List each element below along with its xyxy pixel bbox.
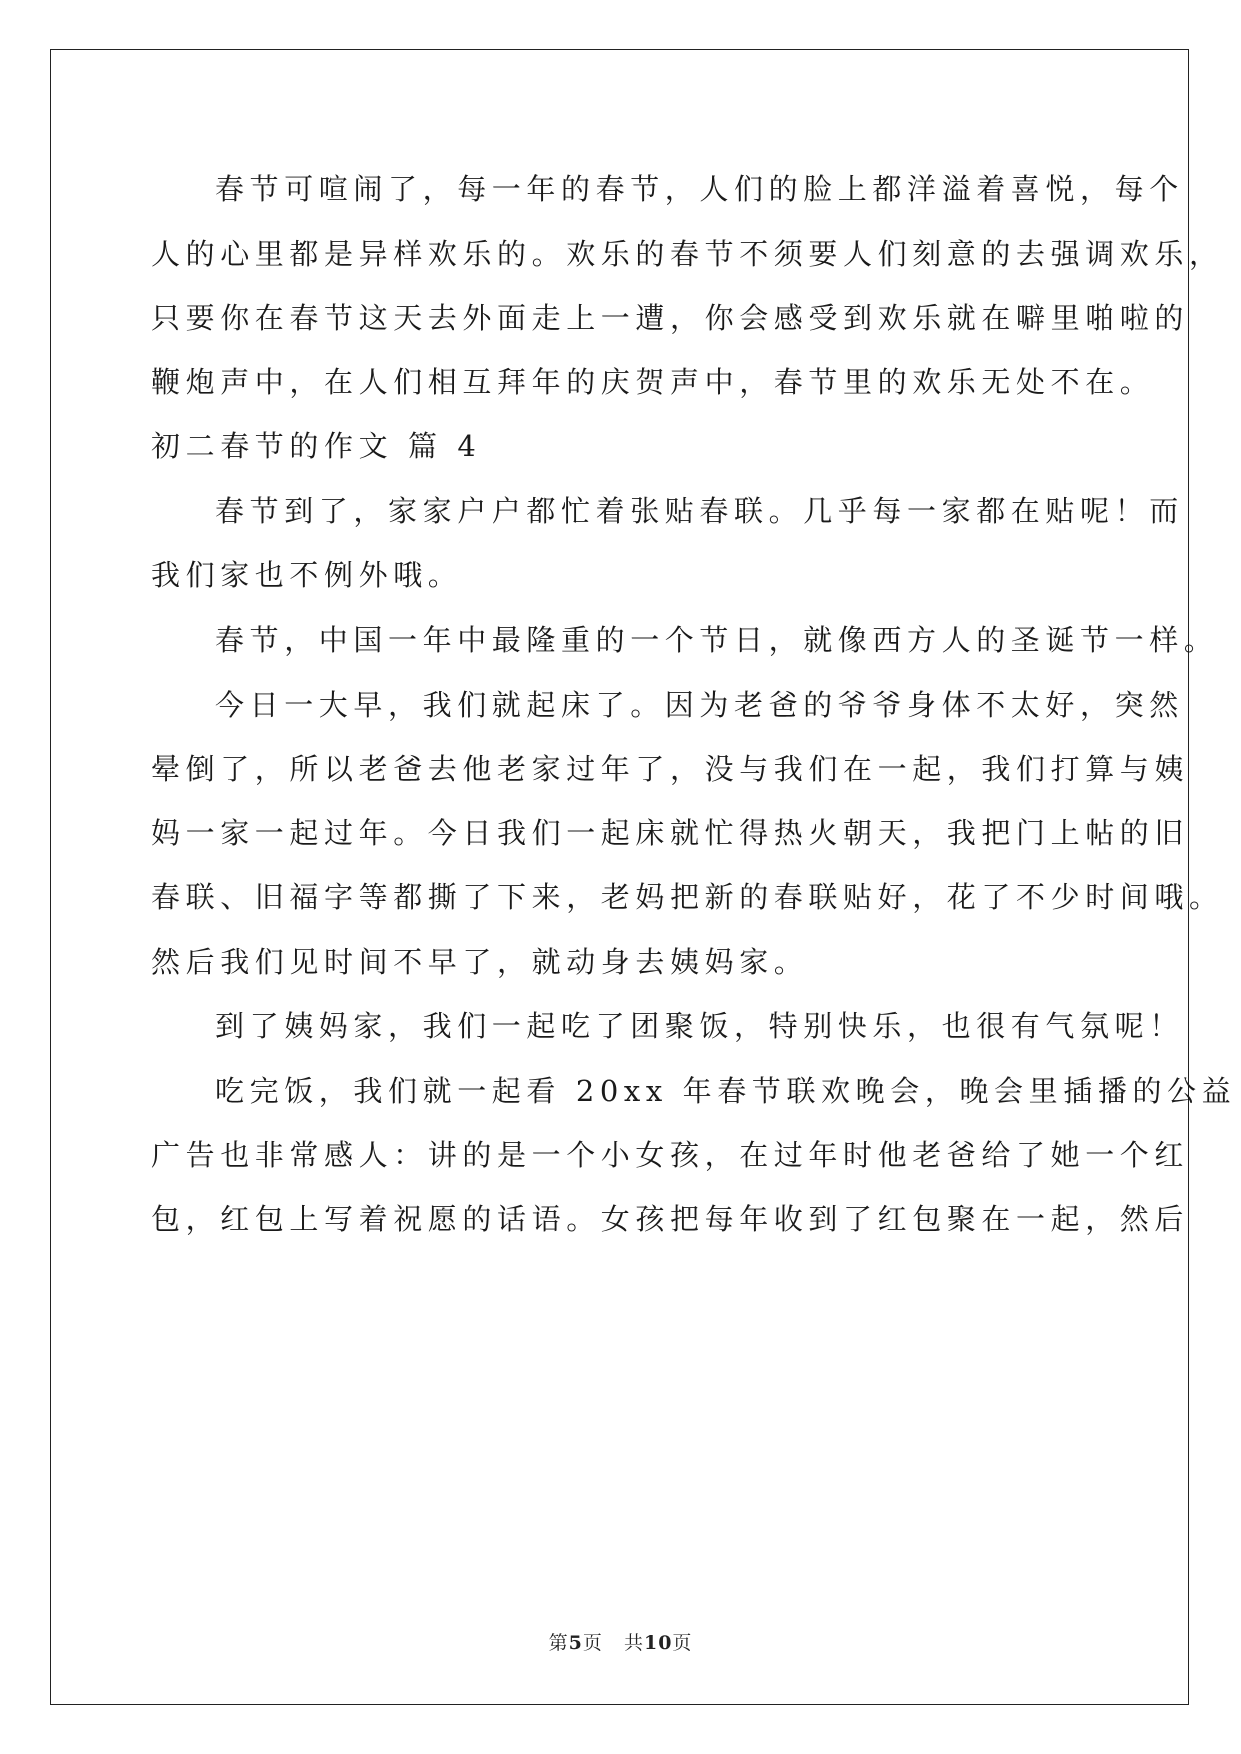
paragraph-line: 到了姨妈家，我们一起吃了团聚饭，特别快乐，也很有气氛呢！: [215, 1009, 1184, 1043]
paragraph-line: 人的心里都是异样欢乐的。欢乐的春节不须要人们刻意的去强调欢乐，: [151, 237, 1224, 271]
paragraph-line: 我们家也不例外哦。: [151, 558, 463, 592]
paragraph-line: 只要你在春节这天去外面走上一遭，你会感受到欢乐就在噼里啪啦的: [151, 301, 1190, 335]
paragraph-line: 鞭炮声中，在人们相互拜年的庆贺声中，春节里的欢乐无处不在。: [151, 365, 1155, 399]
paragraph-line: 广告也非常感人：讲的是一个小女孩，在过年时他老爸给了她一个红: [151, 1138, 1190, 1172]
section-heading: 初二春节的作文 篇 4: [151, 429, 482, 463]
paragraph-line: 春节，中国一年中最隆重的一个节日，就像西方人的圣诞节一样。: [215, 623, 1219, 657]
paragraph-line: 妈一家一起过年。今日我们一起床就忙得热火朝天，我把门上帖的旧: [151, 816, 1190, 850]
total-prefix: 共: [623, 1632, 644, 1654]
paragraph-line: 春节可喧闹了，每一年的春节，人们的脸上都洋溢着喜悦，每个: [215, 172, 1184, 206]
paragraph-line: 然后我们见时间不早了，就动身去姨妈家。: [151, 945, 809, 979]
page-prefix: 第: [548, 1632, 569, 1654]
total-suffix: 页: [672, 1632, 693, 1654]
paragraph-line: 今日一大早，我们就起床了。因为老爸的爷爷身体不太好，突然: [215, 688, 1184, 722]
page-footer: [0, 1630, 1241, 1656]
paragraph-line: 包，红包上写着祝愿的话语。女孩把每年收到了红包聚在一起，然后: [151, 1202, 1190, 1236]
page-suffix: 页: [582, 1632, 603, 1654]
current-page-number: 5: [568, 1632, 583, 1654]
total-page-number: 10: [643, 1632, 673, 1654]
paragraph-line: 春节到了，家家户户都忙着张贴春联。几乎每一家都在贴呢！而: [215, 494, 1184, 528]
paragraph-line: 春联、旧福字等都撕了下来，老妈把新的春联贴好，花了不少时间哦。: [151, 880, 1224, 914]
paragraph-line: 晕倒了，所以老爸去他老家过年了，没与我们在一起，我们打算与姨: [151, 752, 1190, 786]
paragraph-line: 吃完饭，我们就一起看 20xx 年春节联欢晚会，晚会里插播的公益: [215, 1074, 1237, 1108]
